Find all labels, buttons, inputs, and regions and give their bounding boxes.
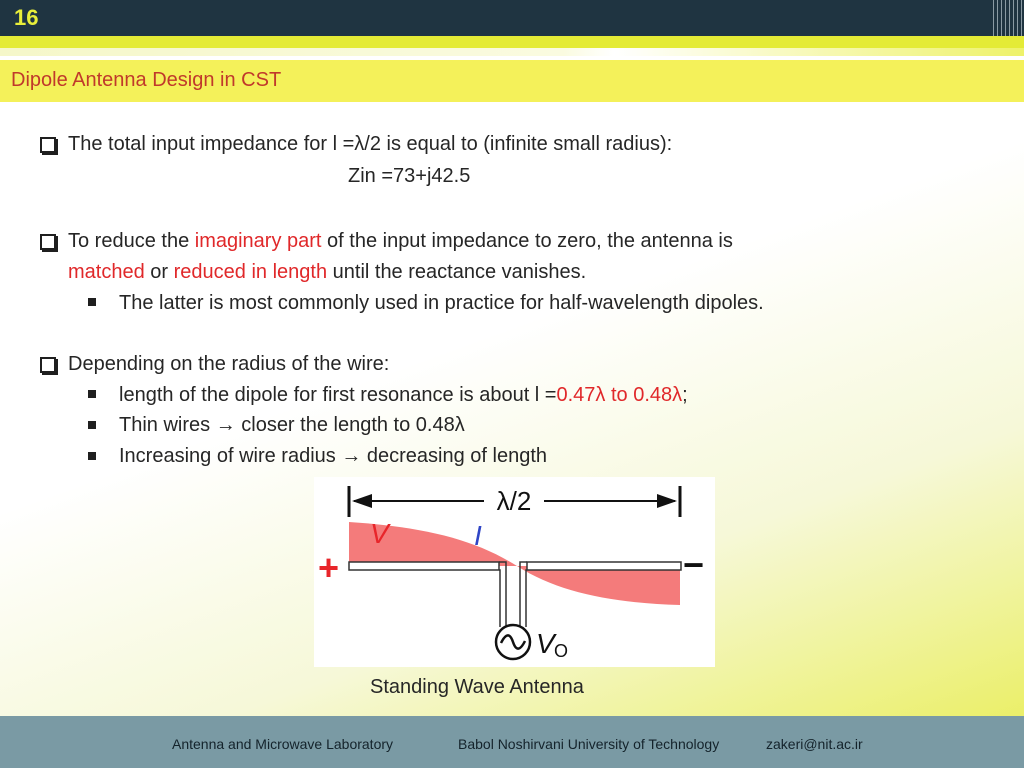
arrow-right-icon: [657, 494, 677, 508]
minus-terminal: −: [683, 544, 705, 585]
highlight-imaginary-part: imaginary part: [194, 230, 322, 252]
footer-lab: Antenna and Microwave Laboratory: [172, 736, 394, 752]
highlight-reduced-length: reduced in length: [173, 261, 328, 283]
bullet-2-line-2: [68, 261, 586, 284]
text-span: or: [144, 261, 174, 283]
text-span: of the input impedance to zero, the antenna is: [321, 230, 733, 252]
arrow-left-icon: [352, 494, 372, 508]
bullet-2-sub: The latter is most commonly used in practice for half-wavelength dipoles.: [119, 292, 764, 314]
text-span: ;: [682, 384, 688, 406]
square-bullet-icon: [88, 298, 96, 306]
bullet-2-line-1: [68, 230, 733, 253]
square-bullet-icon: [88, 452, 96, 460]
source-voltage-label: V: [536, 628, 555, 659]
current-label: I: [474, 520, 482, 551]
footer-email[interactable]: zakeri@nit.ac.ir: [766, 736, 863, 752]
bullet-3-text: Depending on the radius of the wire:: [68, 353, 390, 375]
footer-university: Babol Noshirvani University of Technology: [458, 736, 720, 752]
yellow-band: [0, 36, 1024, 48]
bullet-1-text: The total input impedance for l =λ/2 is equal to (infinite small radius):: [68, 133, 673, 155]
bullet-3-sub-3: Increasing of wire radius → decreasing of length: [119, 445, 548, 467]
slide-number: 16: [14, 5, 39, 30]
voltage-wave-right: [517, 566, 680, 605]
source-voltage-subscript: O: [554, 641, 569, 661]
checkbox-bullet-icon: [40, 234, 56, 250]
plus-terminal: +: [318, 547, 340, 588]
dipole-diagram: [314, 477, 715, 667]
feed-line-left-inner: [499, 570, 500, 627]
bullet-3-sub-1: [119, 384, 688, 407]
top-bar: [0, 0, 1024, 36]
footer: [0, 716, 1024, 768]
text-span: To reduce the: [68, 230, 195, 252]
bullet-3-sub-2: Thin wires → closer the length to 0.48λ: [119, 414, 465, 436]
highlight-matched: matched: [68, 261, 145, 283]
decorative-lines: [990, 0, 1024, 36]
title-bar: [0, 60, 1024, 102]
square-bullet-icon: [88, 421, 96, 429]
text-span: until the reactance vanishes.: [327, 261, 587, 283]
highlight-resonance-length: 0.47λ to 0.48λ: [556, 384, 683, 406]
text-span: length of the dipole for first resonance is about l =: [119, 384, 557, 406]
page-title: Dipole Antenna Design in CST: [11, 69, 282, 91]
checkbox-bullet-icon: [40, 357, 56, 373]
checkbox-bullet-icon: [40, 137, 56, 153]
length-label: λ/2: [496, 486, 532, 516]
dipole-diagram-svg: [314, 477, 715, 667]
diagram-caption: Standing Wave Antenna: [370, 676, 584, 698]
voltage-label: V: [370, 518, 389, 549]
feed-line-right-inner: [526, 570, 527, 627]
right-dipole-arm: [527, 562, 681, 570]
decorative-stripe: [0, 48, 1024, 56]
impedance-equation: Zin =73+j42.5: [348, 165, 471, 187]
left-dipole-arm: [349, 562, 499, 570]
square-bullet-icon: [88, 390, 96, 398]
